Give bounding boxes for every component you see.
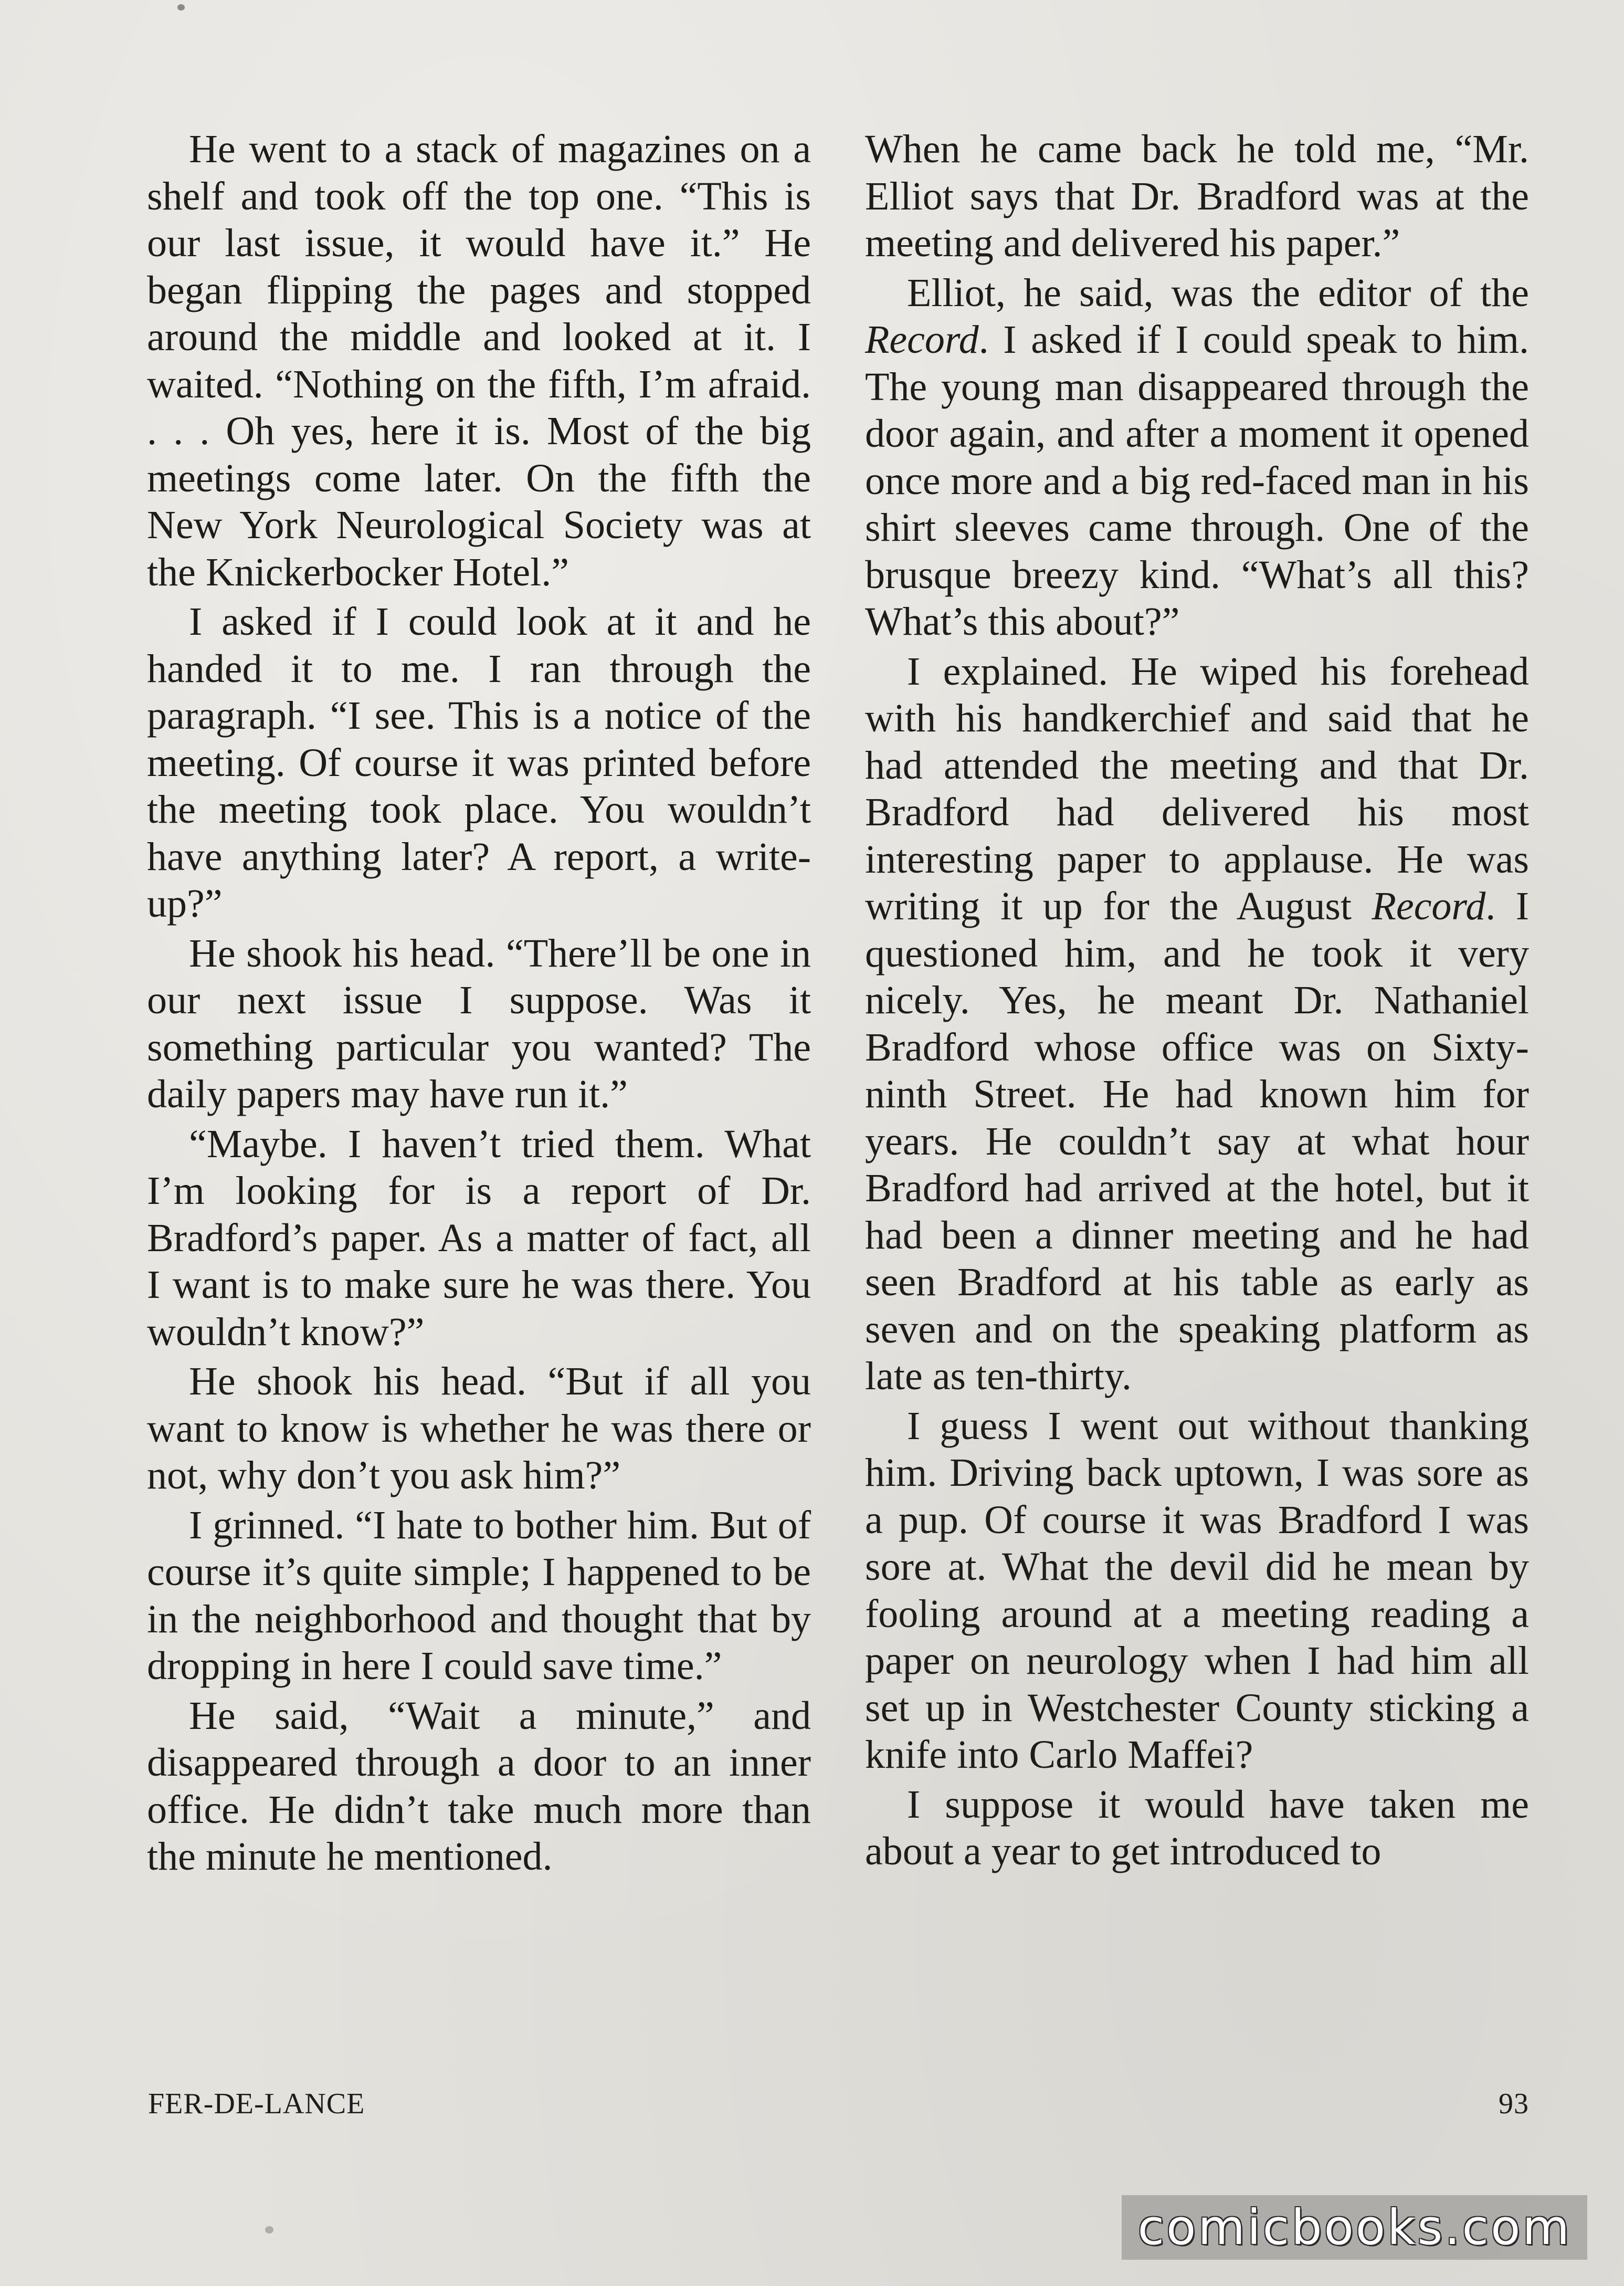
paragraph: “Maybe. I haven’t tried them. What I’m looking for is a report of Dr. Bradford’s paper. As a matter of fact, all I want is to make sure he was there. You wouldn’t know?” [147,1121,811,1354]
paragraph [865,648,1529,1400]
paragraph-continued: When he came back he told me, “Mr. Elliot says that Dr. Bradford was at the meeting and delivered his paper.” [865,127,1529,265]
paragraph: I grinned. “I hate to bother him. But of course it’s quite simple; I happened to be in the neighborhood and thought that by dropping in here I could save time.” [147,1503,811,1688]
paragraph-text: . I asked if I could speak to him. The young man disappeared through the door again, and after a moment it opened once more and a big red-faced man in his shirt sleeves came through. One of the brusque breezy kind. “What’s all this? What’s this about?” [865,318,1529,644]
paragraph-text: . I questioned him, and he took it very nicely. Yes, he meant Dr. Nathaniel Bradford whose office was on Sixty-ninth Street. He had known him for years. He couldn’t say at what hour Bradford had arrived at the hotel, but it had been a dinner meeting and he had seen Bradford at his table as early as seven and on the speaking platform as late as ten-thirty. [865,884,1529,1398]
paragraph-text: I explained. He wiped his forehead with his handkerchief and said that he had attended the meeting and that Dr. Bradford had delivered his most interesting paper to applause. He was writing it up for the August [865,649,1529,928]
paragraph: He shook his head. “But if all you want to know is whether he was there or not, why don’t you ask him?” [147,1359,811,1497]
paragraph: I suppose it would have taken me about a year to get introduced to [865,1782,1529,1873]
running-footer-title: FER-DE-LANCE [148,2088,365,2120]
watermark-logo: comicbooks.com [1122,2195,1587,2260]
paper-speck [177,4,185,11]
right-column [865,126,1529,1875]
page-number: 93 [1499,2088,1529,2120]
paragraph [865,270,1529,646]
paragraph: He shook his head. “There’ll be one in our next issue I suppose. Was it something particular you wanted? The daily papers may have run it.” [147,931,811,1116]
italic-title: Record [865,318,979,362]
italic-title: Record [1372,884,1486,928]
paper-speck [265,2226,273,2233]
left-column [147,126,811,1881]
paragraph: He said, “Wait a minute,” and disappeared through a door to an inner office. He didn’t take much more than the minute he mentioned. [147,1693,811,1879]
paragraph: He went to a stack of magazines on a shelf and took off the top one. “This is our last issue, it would have it.” He began flipping the pages and stopped around the middle and looked at it. I waited. “Nothing on the fifth, I’m afraid. . . . Oh yes, here it is. Most of the big meetings come later. On the fifth the New York Neurological Society was at the Knickerbocker Hotel.” [147,127,811,594]
paragraph: I asked if I could look at it and he handed it to me. I ran through the paragraph. “I see. This is a notice of the meeting. Of course it was printed before the meeting took place. You wouldn’t have anything later? A report, a write-up?” [147,600,811,926]
paragraph: I guess I went out without thanking him. Driving back uptown, I was sore as a pup. Of course it was Bradford I was sore at. What the devil did he mean by fooling around at a meeting reading a paper on neurology when I had him all set up in Westchester County sticking a knife into Carlo Maffei? [865,1403,1529,1777]
paragraph-text: Elliot, he said, was the editor of the [907,270,1529,315]
